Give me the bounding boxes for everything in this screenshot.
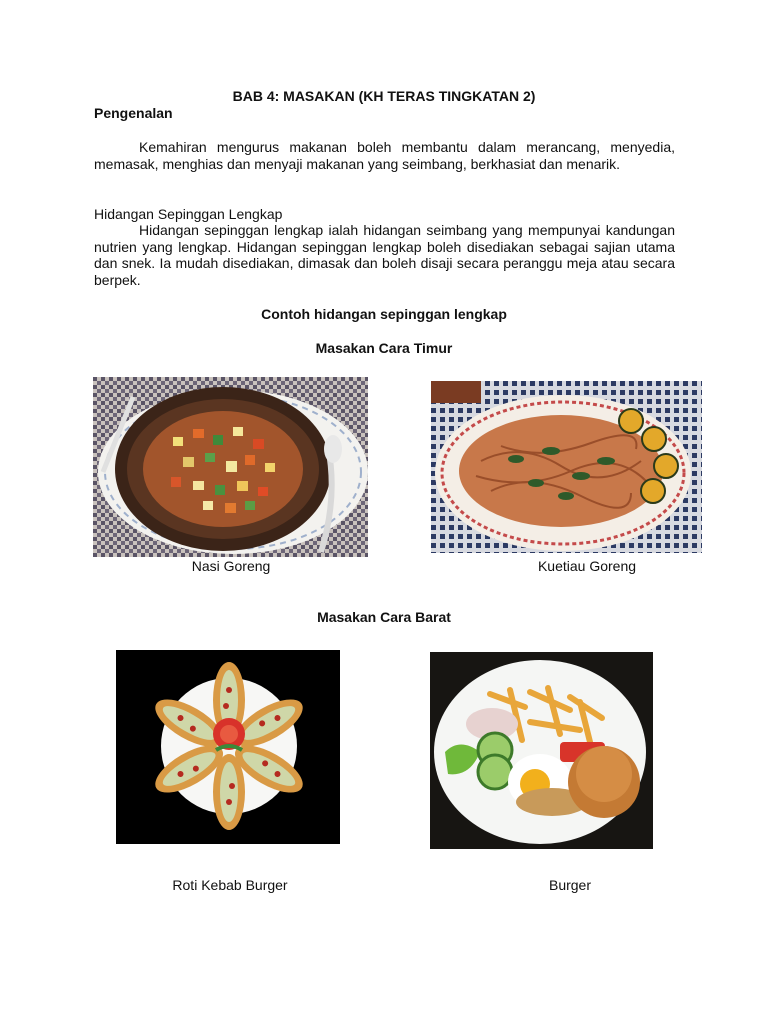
section-title-east: Masakan Cara Timur	[315, 340, 453, 356]
nasi-goreng-photo	[93, 377, 368, 557]
subheading: Hidangan Sepinggan Lengkap	[94, 206, 283, 222]
section-title-west: Masakan Cara Barat	[317, 609, 451, 625]
dish-caption-burger: Burger	[548, 877, 592, 893]
dish-caption-roti-kebab-burger: Roti Kebab Burger	[172, 877, 288, 893]
kuetiau-goreng-photo	[431, 381, 702, 553]
sub-paragraph: Hidangan sepinggan lengkap ialah hidangan seimbang yang mempunyai kandungan nutrien yang lengkap. Hidangan sepinggan lengkap boleh disediakan sebagai sajian utama dan snek. Ia mudah disediakan, dimasak dan boleh disaji secara peranggu meja atau secara berpek.	[94, 222, 675, 288]
burger-photo	[430, 652, 653, 849]
dish-caption-kuetiau-goreng: Kuetiau Goreng	[537, 558, 637, 574]
intro-heading: Pengenalan	[94, 105, 173, 121]
document-title: BAB 4: MASAKAN (KH TERAS TINGKATAN 2)	[232, 88, 536, 104]
roti-kebab-burger-photo	[116, 650, 340, 844]
dish-caption-nasi-goreng: Nasi Goreng	[191, 558, 271, 574]
intro-paragraph: Kemahiran mengurus makanan boleh membantu dalam merancang, menyedia, memasak, menghias dan menyaji makanan yang seimbang, berkhasiat dan menarik.	[94, 139, 675, 172]
examples-title: Contoh hidangan sepinggan lengkap	[261, 306, 507, 322]
